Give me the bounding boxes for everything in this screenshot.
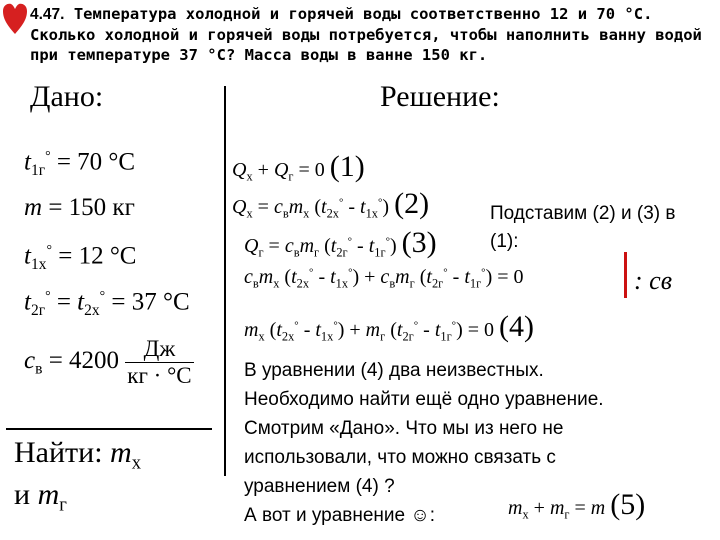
equation-combined: $c_вm_х$ $(t_{2х}^\circ - t_{1х}^\circ) + c_вm_г$ $(t_{2г}^\circ - t_{1г}^\circ) = 0$ [244,266,524,291]
substitute-note: Подставим (2) и (3) в (1): [490,203,676,252]
horizontal-divider [6,428,212,430]
problem-number: 4.47. [30,6,65,23]
explanation-line: использовали, что можно связать с [244,447,556,468]
equation-5: $m_х + m_г = m$ (5) [508,488,646,522]
given-t1x: $t_{1х}^\circ = 12$ °С [24,242,137,273]
given-specific-heat: $c_в = 4200$ $\frac{Дж}{кг \cdot ^\circ С}$ [24,336,192,388]
heart-icon [2,2,28,36]
divide-note: : св [634,266,672,295]
explanation-line: уравнением (4) ? [244,476,395,497]
equation-1: $Q_х + Q_г = 0$ (1) [232,150,365,184]
given-t1g: $t_{1г}^\circ = 70$ °С [24,148,136,179]
equation-2: $Q_х = c_вm_х$ $(t_{2х}^\circ - t_{1х}^\circ)$ (2) [232,187,430,221]
vertical-divider [224,86,226,476]
problem-statement [30,4,714,65]
problem-text: Температура холодной и горячей воды соответственно 12 и 70 °С. Сколько холодной и горячей воды потребуется, чтобы наполнить ванну водой при температуре 37 °С? Масса воды в ванне 150 кг. [30,5,702,64]
given-title: Дано: [30,80,104,113]
given-t2: $t_{2г}^\circ = t_{2х}^\circ = 37$ °С [24,288,190,319]
given-mass: m = 150 кг [24,194,135,221]
explanation-line: В уравнении (4) два неизвестных. [244,360,544,381]
equation-3: $Q_г = c_вm_г$ $(t_{2г}^\circ - t_{1г}^\circ)$ (3) [244,226,437,260]
explanation-line: А вот и уравнение ☺: [244,505,436,526]
explanation-line: Необходимо найти ещё одно уравнение. [244,389,604,410]
equation-4: $m_х$ $(t_{2х}^\circ - t_{1х}^\circ) + m_г$ $(t_{2г}^\circ - t_{1г}^\circ) = 0$ (4) [244,310,534,344]
red-divider [624,252,627,298]
find-line-1: Найти: $m_х$ [14,436,142,474]
explanation-line: Смотрим «Дано». Что мы из него не [244,418,564,439]
solution-title: Решение: [380,80,500,113]
find-line-2: и $m_г$ [14,478,67,516]
